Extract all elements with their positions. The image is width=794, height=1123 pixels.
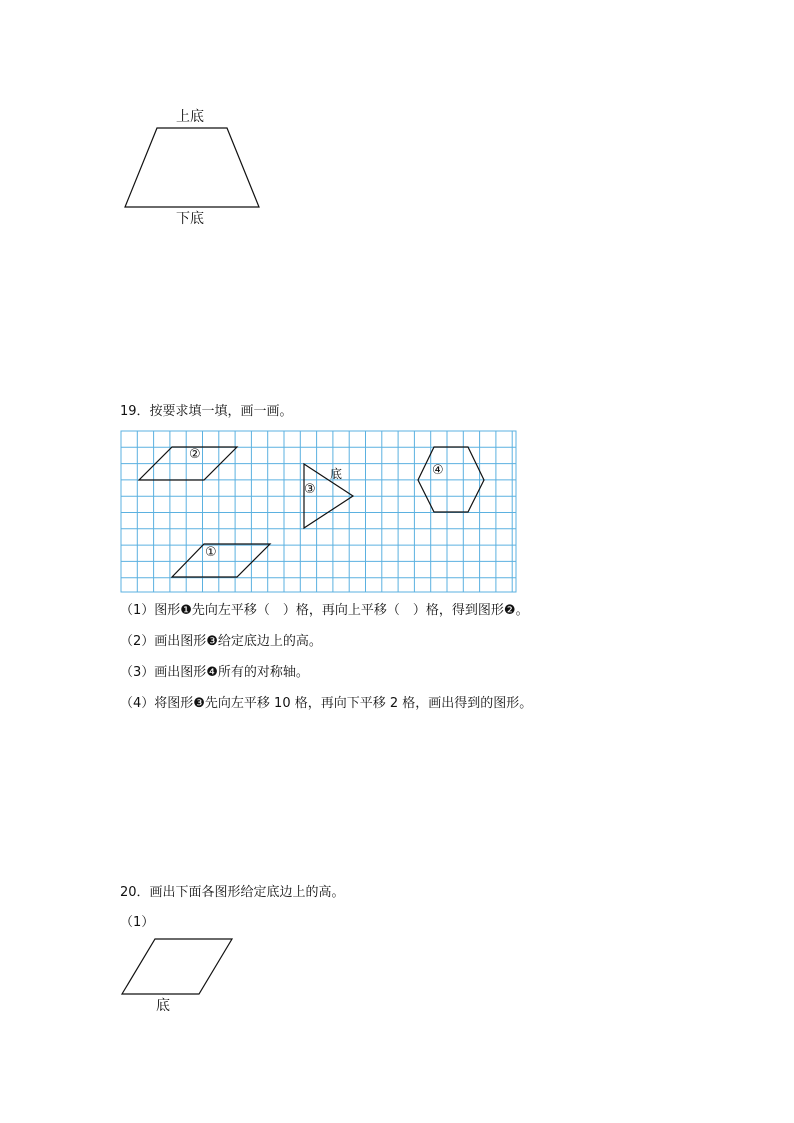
parallelogram-1-label: ① [205, 545, 217, 560]
q19-item-1: （1）图形❶先向左平移（ ）格，再向上平移（ ）格，得到图形❷。 [120, 603, 529, 618]
q20-parallelogram-shape [122, 939, 232, 994]
q19-item-4: （4）将图形❸先向左平移 10 格，再向下平移 2 格，画出得到的图形。 [120, 696, 533, 711]
parallelogram-2-label: ② [189, 447, 201, 462]
trapezoid-top-label: 上底 [176, 109, 204, 125]
q19-item-3: （3）画出图形❹所有的对称轴。 [120, 665, 309, 680]
q19-item-2: （2）画出图形❸给定底边上的高。 [120, 634, 322, 649]
hexagon-4-label: ④ [432, 463, 444, 478]
q20-base-label: 底 [156, 998, 170, 1014]
triangle-3-base-label: 底 [330, 467, 343, 481]
trapezoid-shape [125, 128, 259, 207]
q19-title: 19．按要求填一填，画一画。 [120, 404, 293, 419]
q20-title: 20．画出下面各图形给定底边上的高。 [120, 885, 345, 900]
triangle-3-label: ③ [304, 482, 316, 497]
trapezoid-bottom-label: 下底 [176, 211, 204, 227]
q20-sub1-label: （1） [120, 915, 155, 930]
